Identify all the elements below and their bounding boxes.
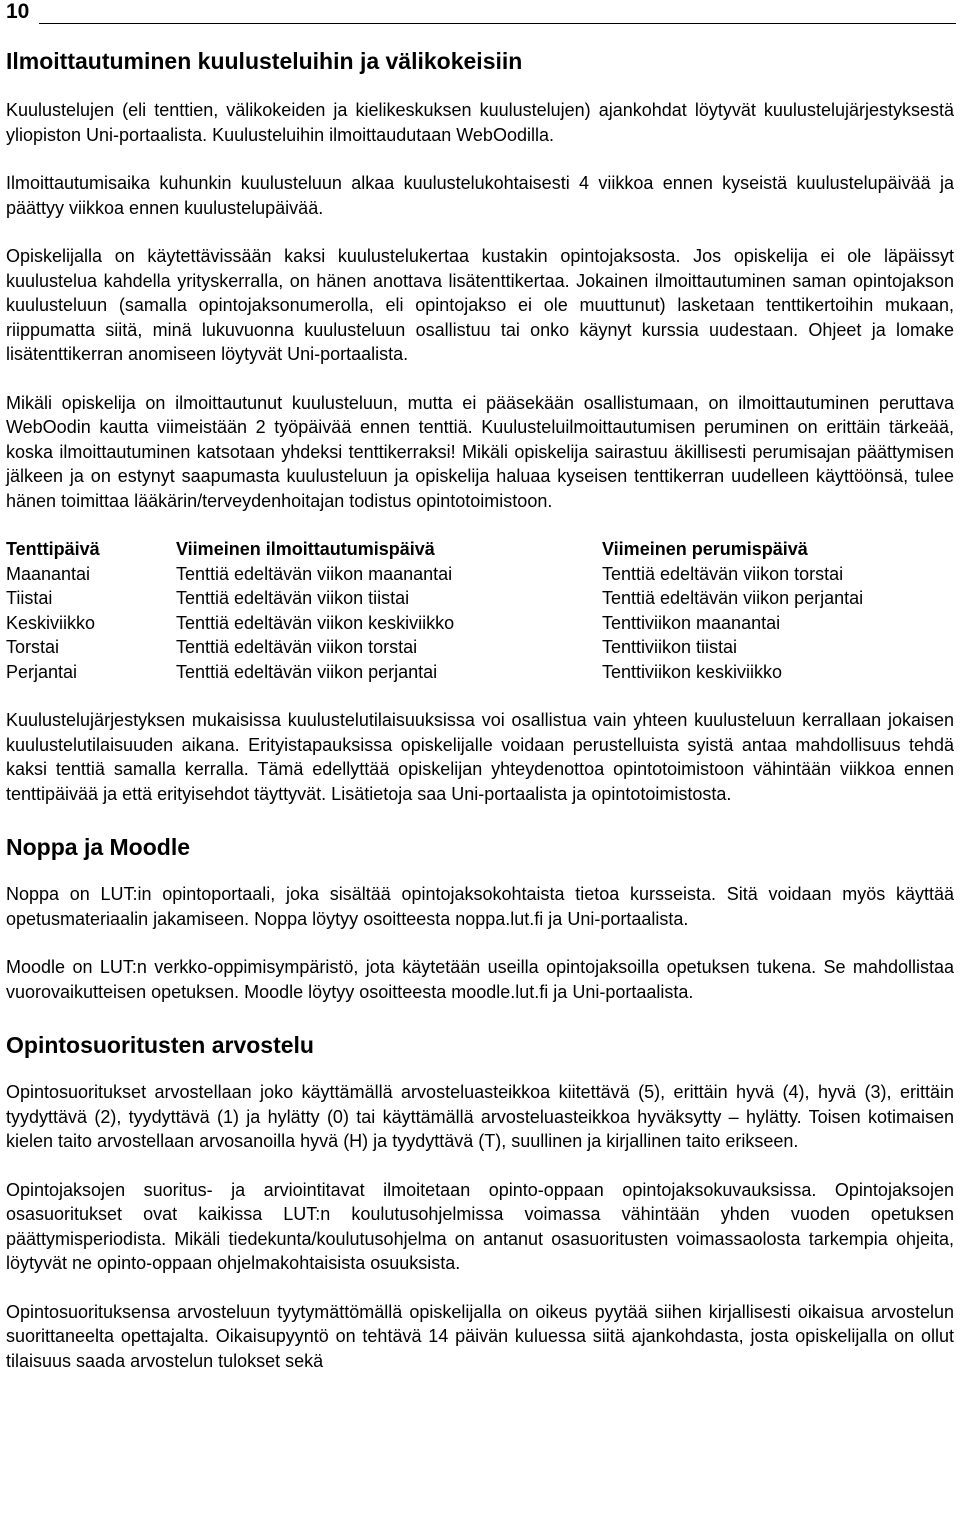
column-header-cancellation-deadline: Viimeinen perumispäivä [602,539,808,559]
table-cell: Tenttiä edeltävän viikon torstai [602,563,844,584]
paragraph: Noppa on LUT:in opintoportaali, joka sisältää opintojaksokohtaista tietoa kursseista. Sitä voidaan myös käyttää opetusmateriaalin jakamiseen. Noppa löytyy osoitteesta noppa.lut.fi ja Uni-portaalista. [6,884,954,929]
paragraph: Opintosuoritukset arvostellaan joko käyttämällä arvosteluasteikkoa kiitettävä (5), erittäin hyvä (4), hyvä (3), erittäin tyydyttävä (2), tyydyttävä (1) ja hylätty (0) tai käyttämällä arvosteluasteikkoa hyväksytty – hylätty. Toisen kotimaisen kielen taito arvostellaan arvosanoilla hyvä (H) ja tyydyttävä (T), suullinen ja kirjallinen taito erikseen. [6,1082,954,1151]
paragraph: Opiskelijalla on käytettävissään kaksi kuulustelukertaa kustakin opintojaksosta. Jos opiskelija ei ole läpäissyt kuulustelua kahdella yrityskerralla, on hänen anottava lisätenttikertaa. Jokainen ilmoittautuminen saman opintojakson kuulusteluun (samalla opintojaksonumerolla, eli opintojakso ei ole muuttunut) lasketaan tenttikertoihin mukaan, riippumatta siitä, minä lukuvuonna kuulusteluun osallistuu tai onko käynyt kurssia uudestaan. Ohjeet ja lomake lisätenttikerran anomiseen löytyvät Uni-portaalista. [6,246,954,364]
table-cell: Tenttiviikon tiistai [602,637,738,657]
table-cell: Torstai [6,637,60,657]
section-heading-registration: Ilmoittautuminen kuulusteluihin ja välikokeisiin [6,48,523,74]
table-row [6,611,954,636]
column-header-exam-day: Tenttipäivä [6,539,100,559]
section-heading-grading: Opintosuoritusten arvostelu [6,1032,314,1058]
paragraph: Opintojaksojen suoritus- ja arviointitavat ilmoitetaan opinto-oppaan opintojaksokuvauksissa. Opintojaksojen osasuoritukset ovat kaikissa LUT:n koulutusohjelmissa voimassa vähintään yhden vuoden opetuksen päättymisperiodista. Mikäli tiedekunta/koulutusohjelma on antanut osasuoritusten voimassaolosta tarkempia ohjeita, löytyvät ne opinto-oppaan ohjelmakohtaisista osuuksista. [6,1179,954,1273]
paragraph: Kuulustelujen (eli tenttien, välikokeiden ja kielikeskuksen kuulustelujen) ajankohdat löytyvät kuulustelujärjestyksestä yliopiston Uni-portaalista. Kuulusteluihin ilmoittaudutaan WebOodilla. [6,100,954,145]
header-rule [39,23,956,24]
paragraph: Opintosuorituksensa arvosteluun tyytymättömällä opiskelijalla on oikeus pyytää siihen kirjallisesti oikaisua arvostelun suorittaneelta opettajalta. Oikaisupyyntö on tehtävä 14 päivän kuluessa siitä ajankohdasta, josta opiskelijalla on ollut tilaisuus saada arvostelun tulokset sekä [6,1301,954,1371]
table-row [6,586,954,611]
table-cell: Tenttiä edeltävän viikon perjantai [602,588,864,608]
table-row [6,562,954,587]
table-cell: Tenttiviikon keskiviikko [602,661,783,682]
paragraph: Kuulustelujärjestyksen mukaisissa kuulustelutilaisuuksissa voi osallistua vain yhteen kuulusteluun kerrallaan jokaisen kuulustelutilaisuuden aikana. Erityistapauksissa opiskelijalle voidaan perustelluista syistä antaa mahdollisuus tehdä kaksi tenttiä samalla kerralla. Tämä edellyttää opiskelijan yhteydenottoa opintotoimistoon vähintään viikkoa ennen tenttipäivää ja että erityisehdot täyttyvät. Lisätietoja saa Uni-portaalista ja opintotoimistosta. [6,710,954,804]
deadline-table [6,537,954,684]
table-row [6,635,954,660]
table-cell: Tenttiä edeltävän viikon torstai [176,637,418,657]
paragraph: Mikäli opiskelija on ilmoittautunut kuulusteluun, mutta ei pääsekään osallistumaan, on ilmoittautuminen peruttava WebOodin kautta viimeistään 2 työpäivää ennen tenttiä. Kuulusteluilmoittautumisen peruminen on erittäin tärkeää, koska ilmoittautuminen katsotaan yhdeksi tenttikerraksi! Mikäli opiskelija sairastuu äkillisesti perumisajan päättymisen jälkeen ja on estynyt saapumasta kuulusteluun ja opiskelija haluaa kyseisen tenttikerran uudelleen käyttöönsä, tulee hänen toimittaa lääkärin/terveydenhoitajan todistus opintotoimistoon. [6,392,954,511]
table-cell: Keskiviikko [6,612,96,633]
table-cell: Tenttiä edeltävän viikon maanantai [176,563,453,584]
table-cell: Tenttiviikon maanantai [602,612,781,633]
table-row [6,660,954,685]
paragraph: Moodle on LUT:n verkko-oppimisympäristö, jota käytetään useilla opintojaksoilla opetuksen tukena. Se mahdollistaa vuorovaikutteisen opetuksen. Moodle löytyy osoitteesta moodle.lut.fi ja Uni-portaalista. [6,957,954,1002]
table-cell: Tenttiä edeltävän viikon perjantai [176,661,438,682]
column-header-registration-deadline: Viimeinen ilmoittautumispäivä [176,539,435,559]
page-number: 10 [6,0,30,23]
paragraph: Ilmoittautumisaika kuhunkin kuulusteluun alkaa kuulustelukohtaisesti 4 viikkoa ennen kyseistä kuulustelupäivää ja päättyy viikkoa ennen kuulustelupäivää. [6,173,954,218]
table-header-row [6,537,954,562]
table-cell: Tenttiä edeltävän viikon tiistai [176,588,410,608]
document-body [6,44,954,1397]
table-cell: Perjantai [6,661,78,682]
section-heading-noppa-moodle: Noppa ja Moodle [6,834,190,860]
table-cell: Tiistai [6,588,53,608]
table-cell: Tenttiä edeltävän viikon keskiviikko [176,612,455,633]
table-cell: Maanantai [6,563,91,584]
